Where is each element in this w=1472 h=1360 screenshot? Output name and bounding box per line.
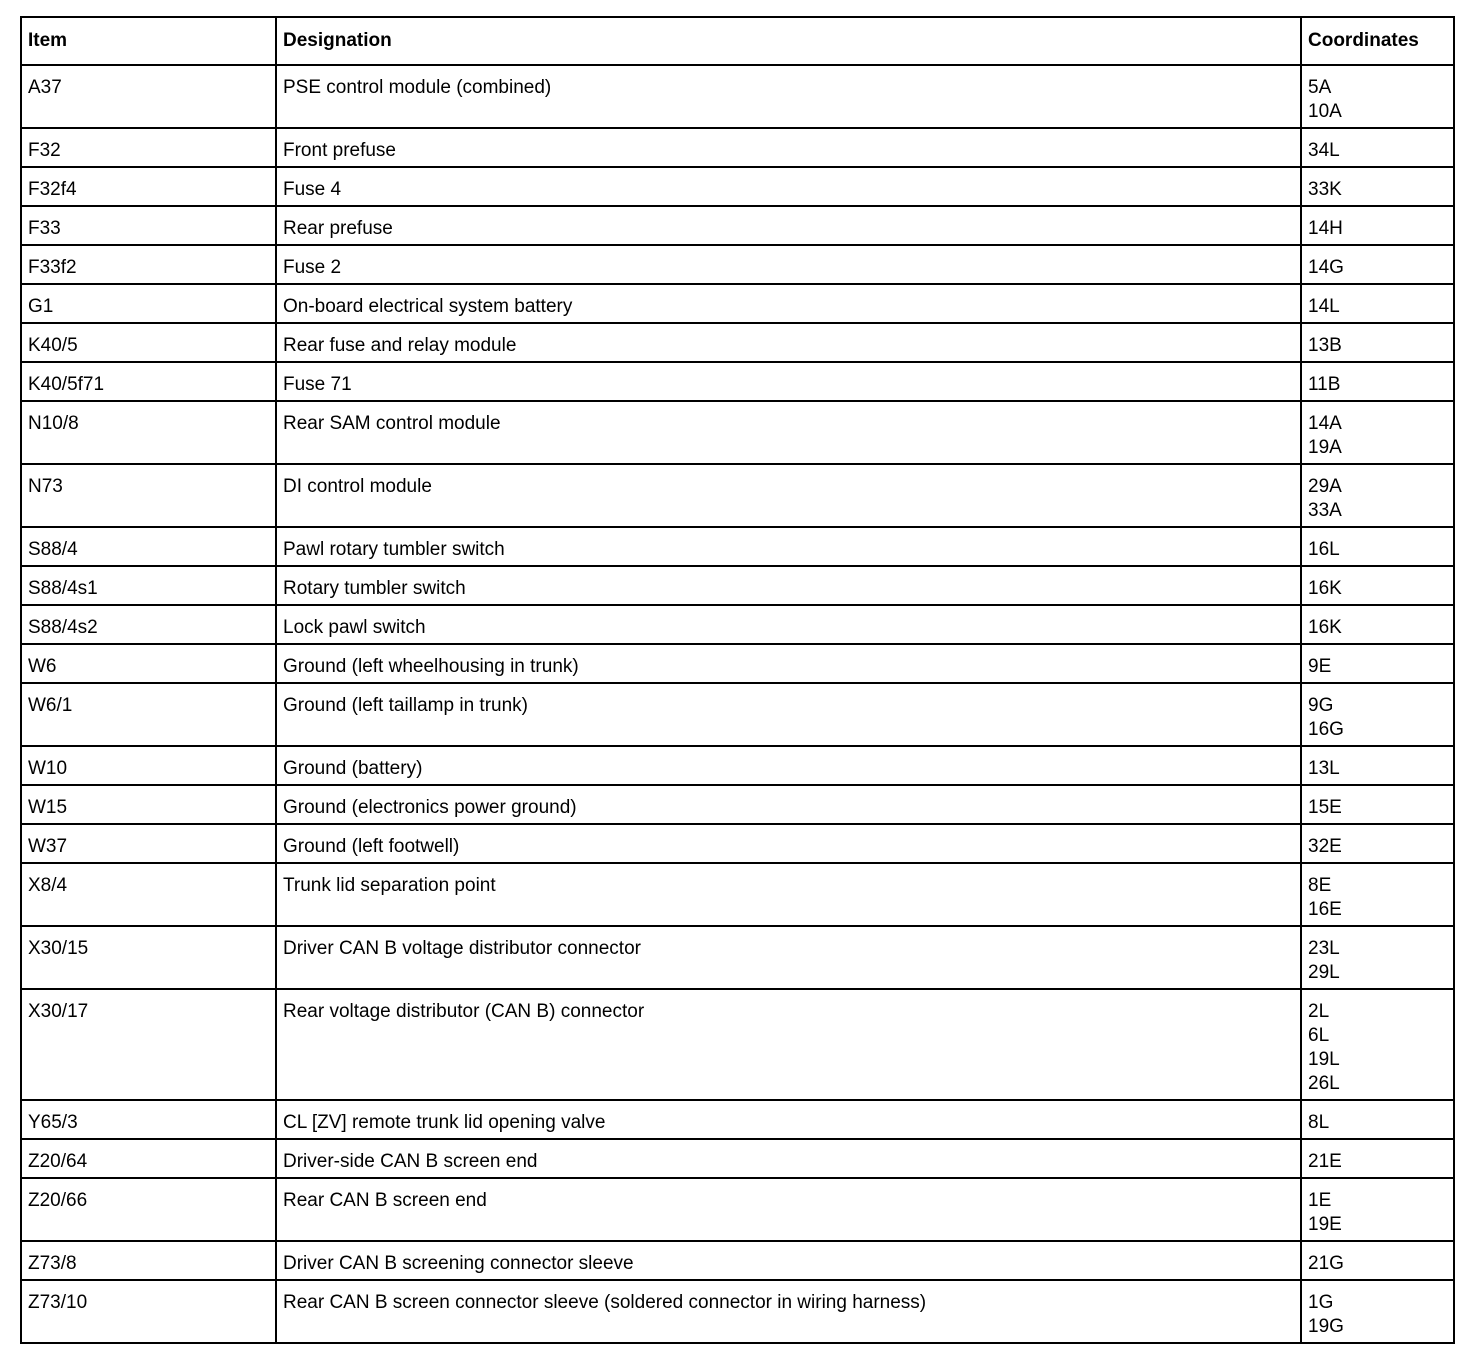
- coordinates-cell: [1301, 1178, 1454, 1241]
- coordinate-value: 32E: [1308, 836, 1342, 857]
- item-cell: G1: [21, 284, 276, 323]
- header-item: Item: [21, 17, 276, 65]
- coordinate-value: 26L: [1308, 1073, 1340, 1094]
- table-row: [21, 401, 1454, 464]
- table-row: [21, 644, 1454, 683]
- item-cell: X30/17: [21, 989, 276, 1100]
- designation-cell: PSE control module (combined): [276, 65, 1301, 128]
- coordinates-cell: [1301, 566, 1454, 605]
- coordinate-value: 33A: [1308, 500, 1342, 521]
- component-legend-table: [20, 16, 1455, 1344]
- coordinate-value: 9E: [1308, 656, 1332, 677]
- coordinate-value: 29A: [1308, 476, 1342, 497]
- coordinate-value: 21E: [1308, 1151, 1342, 1172]
- item-cell: F32: [21, 128, 276, 167]
- coordinates-cell: [1301, 644, 1454, 683]
- table-row: [21, 989, 1454, 1100]
- coordinate-value: 11B: [1308, 374, 1341, 395]
- designation-cell: Driver CAN B voltage distributor connector: [276, 926, 1301, 989]
- designation-cell: Front prefuse: [276, 128, 1301, 167]
- coordinate-value: 14L: [1308, 296, 1340, 317]
- item-cell: W10: [21, 746, 276, 785]
- designation-cell: Driver CAN B screening connector sleeve: [276, 1241, 1301, 1280]
- designation-cell: Rear voltage distributor (CAN B) connector: [276, 989, 1301, 1100]
- designation-cell: Trunk lid separation point: [276, 863, 1301, 926]
- coordinates-cell: [1301, 1280, 1454, 1343]
- coordinate-value: 19A: [1308, 437, 1342, 458]
- table-row: [21, 65, 1454, 128]
- item-cell: Z73/8: [21, 1241, 276, 1280]
- item-cell: Z20/66: [21, 1178, 276, 1241]
- item-cell: F33f2: [21, 245, 276, 284]
- table-row: [21, 566, 1454, 605]
- coordinates-cell: [1301, 824, 1454, 863]
- coordinate-value: 6L: [1308, 1025, 1330, 1046]
- coordinate-value: 8E: [1308, 875, 1332, 896]
- designation-cell: Fuse 71: [276, 362, 1301, 401]
- coordinate-value: 29L: [1308, 962, 1340, 983]
- coordinate-value: 8L: [1308, 1112, 1330, 1133]
- coordinates-cell: [1301, 683, 1454, 746]
- item-cell: X30/15: [21, 926, 276, 989]
- designation-cell: Rear CAN B screen end: [276, 1178, 1301, 1241]
- coordinates-cell: [1301, 464, 1454, 527]
- table-row: [21, 284, 1454, 323]
- header-coordinates: Coordinates: [1301, 17, 1454, 65]
- coordinate-value: 13L: [1308, 758, 1340, 779]
- coordinate-value: 15E: [1308, 797, 1342, 818]
- coordinates-cell: [1301, 989, 1454, 1100]
- table-row: [21, 323, 1454, 362]
- coordinate-value: 16G: [1308, 719, 1344, 740]
- coordinate-value: 14A: [1308, 413, 1342, 434]
- coordinates-cell: [1301, 785, 1454, 824]
- designation-cell: Fuse 2: [276, 245, 1301, 284]
- designation-cell: Ground (left taillamp in trunk): [276, 683, 1301, 746]
- coordinate-value: 1G: [1308, 1292, 1334, 1313]
- coordinate-value: 19G: [1308, 1316, 1344, 1337]
- designation-cell: Rear prefuse: [276, 206, 1301, 245]
- designation-cell: Fuse 4: [276, 167, 1301, 206]
- coordinates-cell: [1301, 605, 1454, 644]
- coordinates-cell: [1301, 746, 1454, 785]
- coordinates-cell: [1301, 284, 1454, 323]
- item-cell: W15: [21, 785, 276, 824]
- coordinates-cell: [1301, 863, 1454, 926]
- table-row: [21, 206, 1454, 245]
- item-cell: K40/5: [21, 323, 276, 362]
- item-cell: W6: [21, 644, 276, 683]
- item-cell: S88/4: [21, 527, 276, 566]
- item-cell: K40/5f71: [21, 362, 276, 401]
- coordinate-value: 16E: [1308, 899, 1342, 920]
- designation-cell: Pawl rotary tumbler switch: [276, 527, 1301, 566]
- coordinates-cell: [1301, 362, 1454, 401]
- coordinates-cell: [1301, 323, 1454, 362]
- coordinates-cell: [1301, 1100, 1454, 1139]
- item-cell: S88/4s1: [21, 566, 276, 605]
- designation-cell: Ground (battery): [276, 746, 1301, 785]
- table-row: [21, 167, 1454, 206]
- coordinates-cell: [1301, 401, 1454, 464]
- coordinates-cell: [1301, 926, 1454, 989]
- item-cell: Z73/10: [21, 1280, 276, 1343]
- item-cell: Z20/64: [21, 1139, 276, 1178]
- coordinate-value: 33K: [1308, 179, 1342, 200]
- table-row: [21, 1100, 1454, 1139]
- coordinates-cell: [1301, 245, 1454, 284]
- designation-cell: On-board electrical system battery: [276, 284, 1301, 323]
- coordinate-value: 34L: [1308, 140, 1340, 161]
- coordinates-cell: [1301, 167, 1454, 206]
- designation-cell: CL [ZV] remote trunk lid opening valve: [276, 1100, 1301, 1139]
- table-row: [21, 464, 1454, 527]
- item-cell: F32f4: [21, 167, 276, 206]
- table-row: [21, 863, 1454, 926]
- table-row: [21, 746, 1454, 785]
- table-row: [21, 128, 1454, 167]
- table-row: [21, 683, 1454, 746]
- table-row: [21, 1178, 1454, 1241]
- table-row: [21, 926, 1454, 989]
- item-cell: X8/4: [21, 863, 276, 926]
- table-row: [21, 1241, 1454, 1280]
- coordinate-value: 19L: [1308, 1049, 1340, 1070]
- designation-cell: Rotary tumbler switch: [276, 566, 1301, 605]
- designation-cell: DI control module: [276, 464, 1301, 527]
- coordinate-value: 14G: [1308, 257, 1344, 278]
- table-row: [21, 527, 1454, 566]
- designation-cell: Rear SAM control module: [276, 401, 1301, 464]
- designation-cell: Ground (left footwell): [276, 824, 1301, 863]
- table-row: [21, 1139, 1454, 1178]
- coordinate-value: 13B: [1308, 335, 1342, 356]
- coordinate-value: 2L: [1308, 1001, 1330, 1022]
- table-row: [21, 362, 1454, 401]
- header-designation: Designation: [276, 17, 1301, 65]
- coordinate-value: 16L: [1308, 539, 1340, 560]
- item-cell: S88/4s2: [21, 605, 276, 644]
- coordinate-value: 19E: [1308, 1214, 1342, 1235]
- designation-cell: Rear CAN B screen connector sleeve (soldered connector in wiring harness): [276, 1280, 1301, 1343]
- coordinate-value: 16K: [1308, 617, 1342, 638]
- designation-cell: Ground (left wheelhousing in trunk): [276, 644, 1301, 683]
- table-row: [21, 1280, 1454, 1343]
- item-cell: W6/1: [21, 683, 276, 746]
- item-cell: F33: [21, 206, 276, 245]
- item-cell: N73: [21, 464, 276, 527]
- table-row: [21, 785, 1454, 824]
- item-cell: A37: [21, 65, 276, 128]
- table-header-row: [21, 17, 1454, 65]
- coordinates-cell: [1301, 1241, 1454, 1280]
- table-row: [21, 605, 1454, 644]
- table-row: [21, 245, 1454, 284]
- coordinates-cell: [1301, 206, 1454, 245]
- table-row: [21, 824, 1454, 863]
- coordinate-value: 9G: [1308, 695, 1334, 716]
- designation-cell: Lock pawl switch: [276, 605, 1301, 644]
- coordinate-value: 21G: [1308, 1253, 1344, 1274]
- coordinate-value: 23L: [1308, 938, 1340, 959]
- coordinates-cell: [1301, 65, 1454, 128]
- coordinate-value: 1E: [1308, 1190, 1332, 1211]
- designation-cell: Ground (electronics power ground): [276, 785, 1301, 824]
- item-cell: N10/8: [21, 401, 276, 464]
- coordinate-value: 10A: [1308, 101, 1342, 122]
- designation-cell: Driver-side CAN B screen end: [276, 1139, 1301, 1178]
- table-body: [21, 65, 1454, 1343]
- coordinates-cell: [1301, 1139, 1454, 1178]
- coordinate-value: 16K: [1308, 578, 1342, 599]
- coordinates-cell: [1301, 128, 1454, 167]
- coordinates-cell: [1301, 527, 1454, 566]
- item-cell: Y65/3: [21, 1100, 276, 1139]
- coordinate-value: 5A: [1308, 77, 1332, 98]
- item-cell: W37: [21, 824, 276, 863]
- coordinate-value: 14H: [1308, 218, 1343, 239]
- designation-cell: Rear fuse and relay module: [276, 323, 1301, 362]
